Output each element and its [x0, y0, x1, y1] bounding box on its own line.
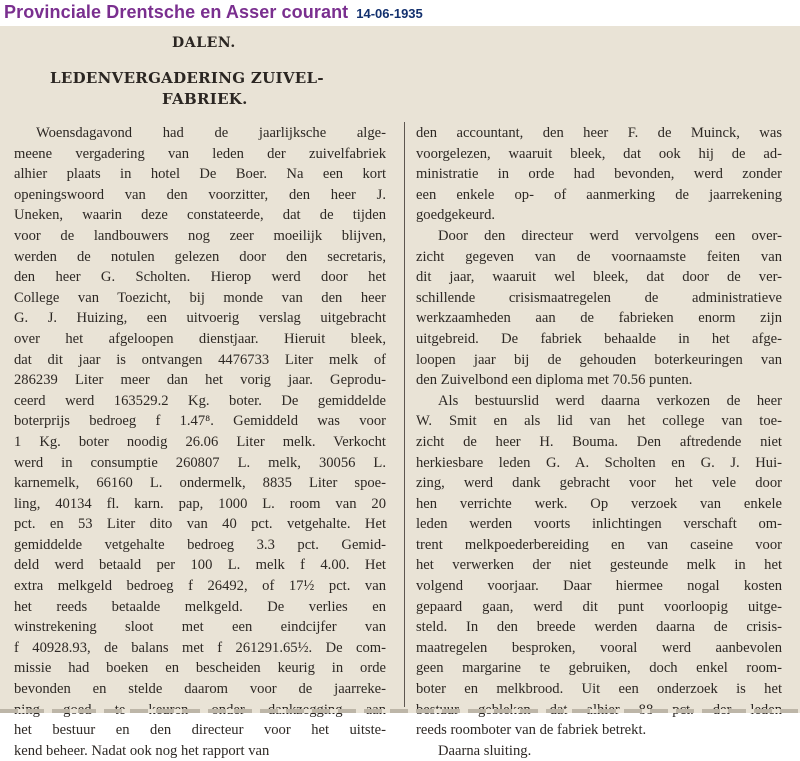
article-column-right [416, 123, 782, 761]
article-text-line: zicht de heer H. Bouma. Den aftredende niet [416, 433, 782, 450]
article-text-line: G. J. Huizing, een uitvoerig verslag uitgebracht [14, 310, 386, 327]
article-text-line: ceerd werd 163529.2 Kg. boter. De gemiddelde [14, 392, 386, 409]
article-text-line: leden werden voorts inlichtingen verschaft om- [416, 516, 782, 533]
article-text-line: openingswoord van den voorzitter, den heer J. [14, 186, 386, 203]
article-text-line: College van Toezicht, bij monde van den heer [14, 289, 386, 306]
article-text-line: hen verrichte werk. Op verzoek van enkele [416, 495, 782, 512]
column-divider [404, 122, 405, 707]
article-text-line: dat dit jaar is ontvangen 4476733 Liter melk of [14, 351, 386, 368]
article-text-line: boterprijs bedroeg f 1.47⁸. Gemiddeld was voor [14, 413, 386, 430]
article-text-line: reeds roomboter van de fabriek betrekt. [416, 722, 647, 739]
article-text-line: loopen jaar bij de gehouden boterkeuringen van [416, 351, 782, 368]
article-text-line: het verwerken der niet gesteunde melk in het [416, 557, 782, 574]
article-text-line: ling, 40134 fl. karn. pap, 1000 L. room van 20 [14, 495, 386, 512]
article-text-line: den accountant, den heer F. de Muinck, was [416, 125, 782, 141]
article-text-line: schillende crisismaatregelen de administratieve [416, 289, 782, 306]
article-text-line: een enkele op- of aanmerking de jaarrekening [416, 186, 782, 203]
article-text-line: Woensdagavond had de jaarlijksche alge- [36, 125, 386, 141]
article-text-line: f 40928.93, de balans met f 261291.65½. De com- [14, 639, 386, 656]
article-text-line: het reeds betaalde melkgeld. De verlies en [14, 598, 386, 615]
newspaper-name: Provinciale Drentsche en Asser courant [4, 2, 349, 22]
article-text-line: gepaard gaan, werd dit punt voorloopig uitge- [416, 598, 782, 615]
article-text-line: pct. en 53 Liter dito van 40 pct. vetgehalte. Het [14, 516, 386, 533]
article-text-line: voor de landbouwers nog zeer moeilijk blijven, [14, 227, 386, 244]
article-text-line: deld werd betaald per 100 L. melk f 4.00. Het [14, 557, 386, 574]
article-text-line: boter en melkbrood. Uit een onderzoek is het [416, 681, 782, 698]
article-text-line: Als bestuurslid werd daarna verkozen de heer [438, 392, 782, 409]
torn-bottom-edge [0, 709, 800, 713]
article-text-line: winstrekening sloot met een eindcijfer van [14, 619, 386, 636]
article-text-line: W. Smit en als lid van het college van toe- [416, 413, 782, 430]
article-text-line: karnemelk, 66160 L. ondermelk, 8835 Liter spoe- [14, 475, 386, 492]
article-text-line: kend beheer. Nadat ook nog het rapport van [14, 742, 270, 759]
article-text-line: Daarna sluiting. [438, 742, 532, 759]
article-text-line: bevonden en stelde daarom voor de jaarreke- [14, 681, 386, 698]
article-text-line: zing, werd dank gebracht voor het vele door [416, 475, 782, 492]
article-text-line: trent melkpoederbereiding en van caseine voor [416, 536, 782, 553]
article-text-line: steld. In den breede werden daarna de crisis- [416, 619, 782, 636]
article-text-line: maatregelen besproken, vooral werd aanbevolen [416, 639, 782, 656]
article-text-line: den Zuivelbond een diploma met 70.56 punten. [416, 372, 693, 389]
article-text-line: Door den directeur werd vervolgens een over- [438, 227, 782, 244]
article-text-line: gemiddelde vetgehalte bedroeg 3.3 pct. Gemid- [14, 536, 386, 553]
article-text-line: alhier plaats in hotel De Boer. Na een kort [14, 166, 386, 183]
article-text-line: over het afgeloopen dienstjaar. Hieruit bleek, [14, 330, 386, 347]
section-title: DALEN. [172, 35, 236, 51]
newspaper-clipping [0, 26, 800, 759]
article-text-line: 1 Kg. boter noodig 26.06 Liter melk. Verkocht [14, 433, 386, 450]
article-text-line: ministratie in orde had bevonden, werd zonder [416, 166, 782, 183]
article-title-line: LEDENVERGADERING ZUIVEL- [50, 69, 324, 87]
article-text-line: voorgelezen, waaruit bleek, dat ook hij de ad- [416, 145, 782, 162]
article-text-line: zicht gegeven van de voornaamste feiten van [416, 248, 782, 265]
article-text-line: geen margarine te gebruiken, doch enkel room- [416, 660, 782, 677]
article-text-line: dit jaar, waaruit wel bleek, dat door de ver- [416, 269, 782, 286]
article-text-line: het bestuur en den directeur voor het uitste- [14, 722, 386, 739]
clipping-header [4, 2, 423, 26]
article-text-line: goedgekeurd. [416, 207, 496, 224]
article-text-line: Uneken, waarin deze constateerde, dat de tijden [14, 207, 386, 224]
article-text-line: 286239 Liter meer dan het vorig jaar. Geprodu- [14, 372, 386, 389]
article-text-line: herkiesbare leden G. A. Scholten en G. J. Hui- [416, 454, 782, 471]
article-text-line: extra melkgeld bedroeg f 26492, of 17½ pct. van [14, 578, 386, 595]
article-text-line: werkzaamheden aan de fabrieken enorm zijn [416, 310, 782, 327]
article-text-line: uitgebreid. De fabriek behaalde in het afge- [416, 330, 782, 347]
article-text-line: volgend voorjaar. Daar hiermee nogal kosten [416, 578, 782, 595]
article-column-left [14, 123, 386, 761]
article-text-line: meene vergadering van leden der zuivelfabriek [14, 145, 386, 162]
article-text-line: missie had boeken en bescheiden keurig in orde [14, 660, 386, 677]
article-title-line: FABRIEK. [162, 90, 248, 108]
publication-date: 14-06-1935 [356, 6, 423, 21]
article-text-line: den heer G. Scholten. Hierop werd door het [14, 269, 386, 286]
article-text-line: werd in consumptie 260807 L. melk, 30056 L. [14, 454, 386, 471]
article-text-line: werden de notulen gelezen door den secretaris, [14, 248, 386, 265]
